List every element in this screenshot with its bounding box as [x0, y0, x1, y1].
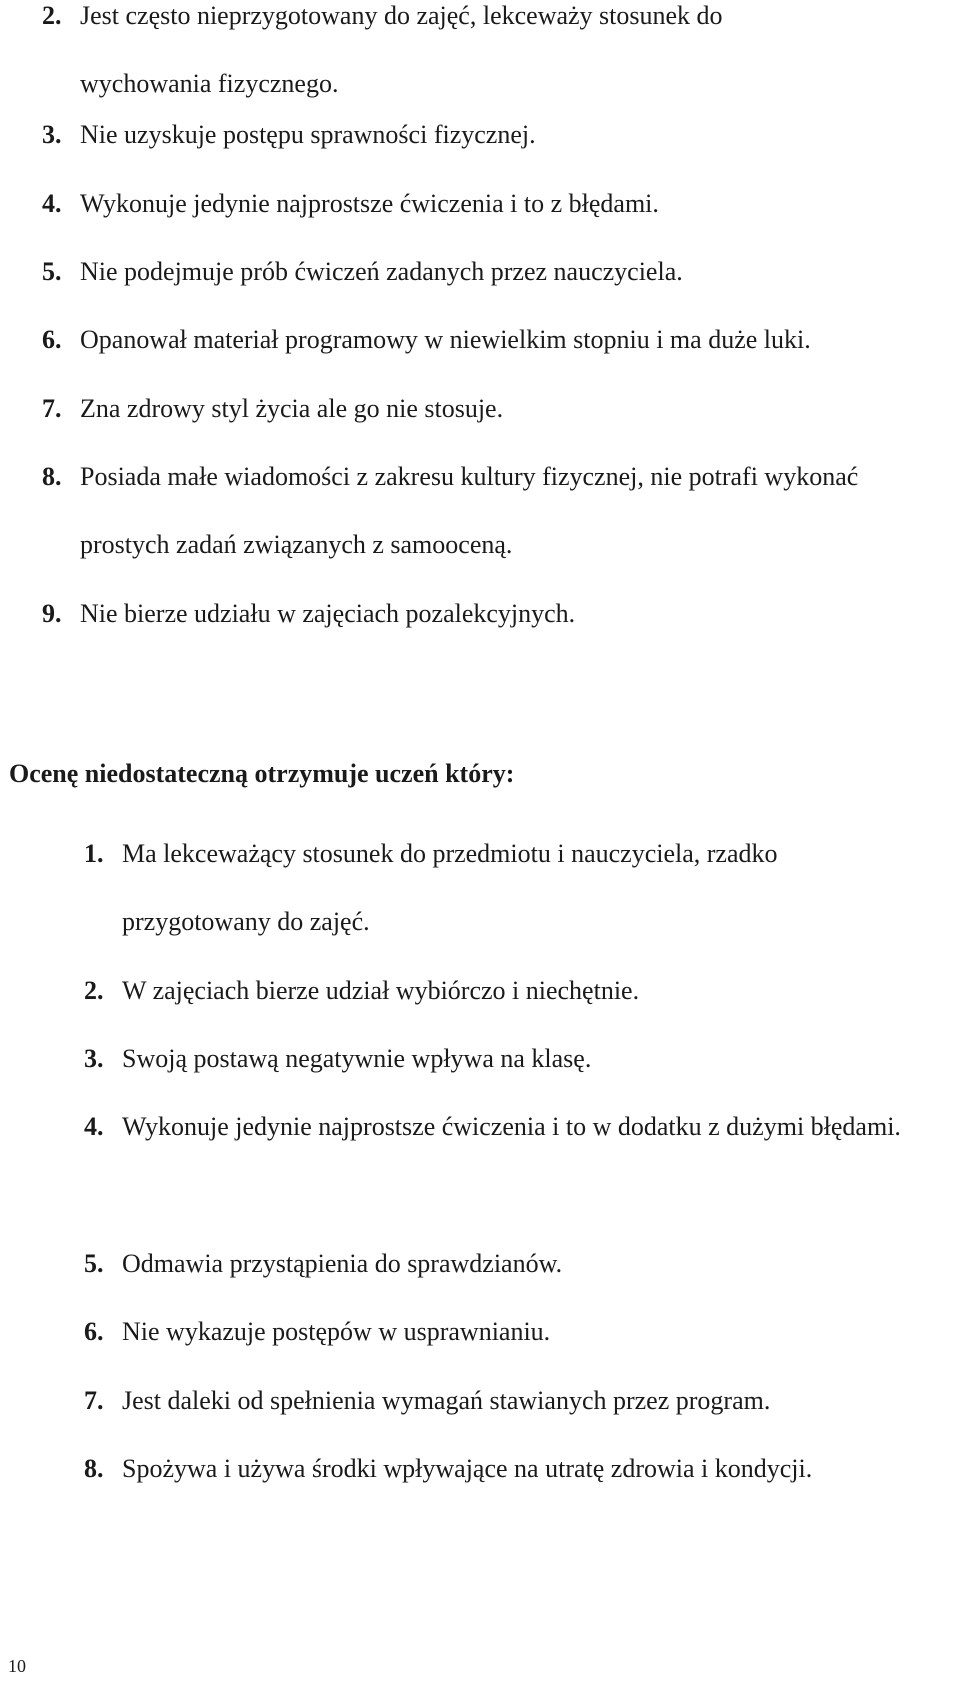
item-text: Zna zdrowy styl życia ale go nie stosuje. — [80, 394, 504, 423]
section-heading: Ocenę niedostateczną otrzymuje uczeń który: — [9, 759, 515, 788]
list-item — [84, 1025, 954, 1093]
list-item — [84, 1298, 954, 1366]
item-text: Posiada małe wiadomości z zakresu kultury fizycznej, nie potrafi wykonać prostych zadań związanych z samooceną. — [80, 462, 859, 559]
item-number: 5. — [42, 257, 62, 286]
item-text: Jest często nieprzygotowany do zajęć, lekceważy stosunek do wychowania fizycznego. — [80, 1, 723, 98]
list-item — [84, 957, 954, 1025]
list-item — [42, 170, 942, 238]
list-item — [84, 1230, 954, 1298]
item-text: Swoją postawą negatywnie wpływa na klasę. — [122, 1044, 592, 1073]
item-number: 1. — [84, 839, 104, 868]
list-item — [84, 1093, 954, 1161]
item-text: Ma lekceważący stosunek do przedmiotu i nauczyciela, rzadko przygotowany do zajęć. — [122, 839, 778, 936]
item-number: 4. — [84, 1112, 104, 1141]
item-number: 3. — [84, 1044, 104, 1073]
page-number: 10 — [8, 1656, 26, 1676]
item-text: Jest daleki od spełnienia wymagań stawianych przez program. — [122, 1386, 771, 1415]
item-number: 9. — [42, 599, 62, 628]
item-text: Wykonuje jedynie najprostsze ćwiczenia i to z błędami. — [80, 189, 659, 218]
list-item — [42, 375, 942, 443]
item-text: W zajęciach bierze udział wybiórczo i niechętnie. — [122, 976, 640, 1005]
list-item — [42, 238, 942, 306]
item-number: 7. — [84, 1386, 104, 1415]
item-text: Wykonuje jedynie najprostsze ćwiczenia i to w dodatku z dużymi błędami. — [122, 1112, 901, 1141]
item-text: Odmawia przystąpienia do sprawdzianów. — [122, 1249, 563, 1278]
item-number: 4. — [42, 189, 62, 218]
list-item — [42, 443, 942, 579]
item-text: Nie uzyskuje postępu sprawności fizycznej. — [80, 120, 536, 149]
item-text: Spożywa i używa środki wpływające na utratę zdrowia i kondycji. — [122, 1454, 813, 1483]
item-number: 5. — [84, 1249, 104, 1278]
list-item — [42, 306, 942, 374]
item-number: 2. — [42, 1, 62, 30]
item-text: Nie wykazuje postępów w usprawnianiu. — [122, 1317, 551, 1346]
item-number: 8. — [84, 1454, 104, 1483]
list-item — [42, 101, 942, 169]
item-number: 2. — [84, 976, 104, 1005]
item-number: 7. — [42, 394, 62, 423]
item-text: Opanował materiał programowy w niewielkim stopniu i ma duże luki. — [80, 325, 811, 354]
item-number: 6. — [42, 325, 62, 354]
item-number: 6. — [84, 1317, 104, 1346]
list-item — [84, 1367, 954, 1435]
list-item — [42, 580, 942, 648]
item-text: Nie podejmuje prób ćwiczeń zadanych przez nauczyciela. — [80, 257, 683, 286]
list-item — [84, 820, 954, 956]
item-number: 8. — [42, 462, 62, 491]
item-text: Nie bierze udziału w zajęciach pozalekcyjnych. — [80, 599, 576, 628]
item-number: 3. — [42, 120, 62, 149]
list-item — [84, 1435, 954, 1503]
